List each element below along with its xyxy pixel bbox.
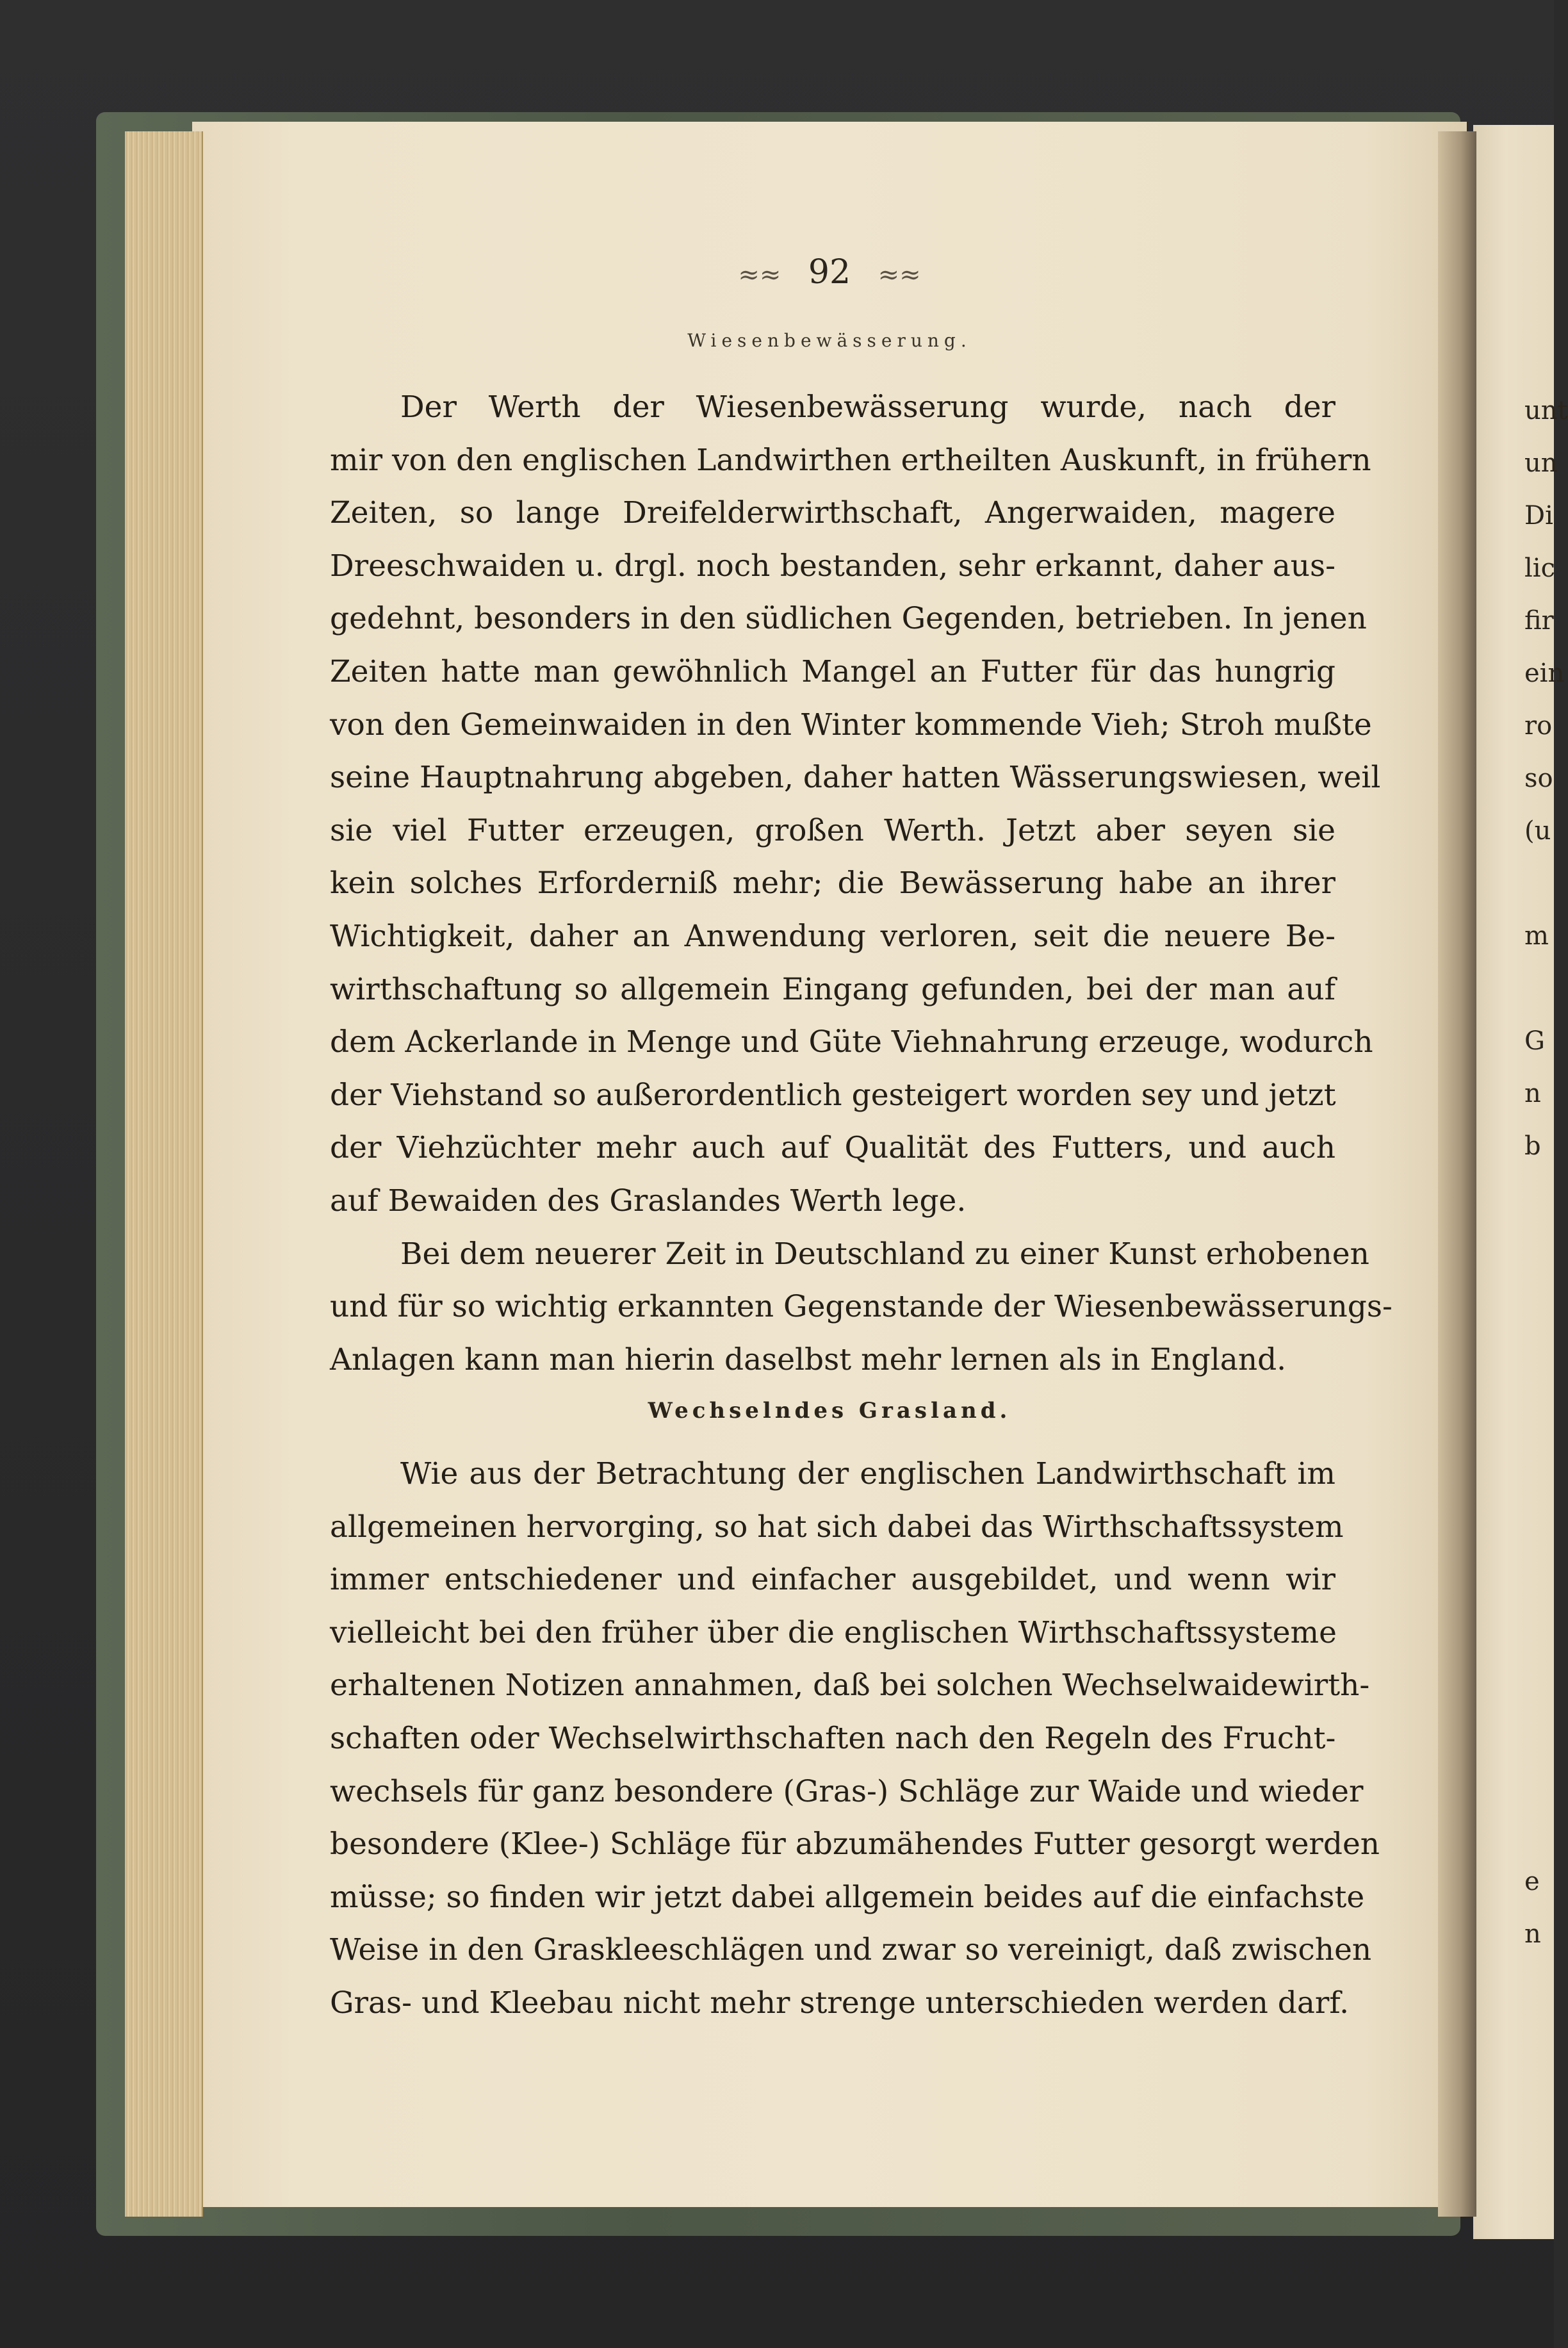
paragraph3-line: allgemeinen hervorging, so hat sich dabei das Wirthschaftssystem	[330, 1509, 1344, 1545]
paragraph3-line: schaften oder Wechselwirthschaften nach den Regeln des Frucht-	[330, 1720, 1336, 1756]
section-title: Wechselndes Grasland.	[648, 1398, 1011, 1424]
paragraph2-line: und für so wichtig erkannten Gegenstande der Wiesenbewässerungs-	[330, 1289, 1392, 1325]
paragraph3-line: Gras- und Kleebau nicht mehr strenge unterschieden werden darf.	[330, 1985, 1350, 2021]
paragraph3-line: besondere (Klee-) Schläge für abzumähendes Futter gesorgt werden	[330, 1827, 1380, 1862]
facing-page-fragment	[1524, 962, 1554, 1015]
paragraph1-line: Zeiten hatte man gewöhnlich Mangel an Futter für das hungrig	[330, 653, 1335, 689]
paragraph3-line: vielleicht bei den früher über die englischen Wirthschaftssysteme	[330, 1614, 1337, 1650]
paragraph1-line: gedehnt, besonders in den südlichen Gegenden, betrieben. In jenen	[330, 601, 1367, 637]
paragraph1-line: seine Hauptnahrung abgeben, daher hatten Wässerungswiesen, weil	[330, 760, 1381, 796]
facing-page-fragment: fir	[1524, 606, 1554, 636]
paragraph1-line: von den Gemeinwaiden in den Winter kommende Vieh; Stroh mußte	[330, 707, 1372, 743]
paragraph3-line: erhaltenen Notizen annahmen, daß bei solchen Wechselwaidewirth-	[330, 1668, 1370, 1704]
running-title: Wiesenbewässerung.	[687, 330, 972, 351]
paragraph1-line: der Viehstand so außerordentlich gesteigert worden sey und jetzt	[330, 1077, 1336, 1113]
paragraph3-line: immer entschiedener und einfacher ausgebildet, und wenn wir	[330, 1562, 1335, 1598]
paragraph1-line: Zeiten, so lange Dreifelderwirthschaft, Angerwaiden, magere	[330, 495, 1335, 531]
paragraph3-line: wechsels für ganz besondere (Gras-) Schläge zur Waide und wieder	[330, 1773, 1364, 1809]
facing-page-fragment	[1524, 1172, 1554, 1225]
facing-page-fragment	[1524, 1435, 1554, 1488]
paragraph2-line: Anlagen kann man hierin daselbst mehr lernen als in England.	[330, 1342, 1287, 1377]
facing-page-fragment: un	[1524, 448, 1558, 478]
paragraph1-line: auf Bewaiden des Graslandes Werth lege.	[330, 1183, 967, 1219]
page-number: 92	[808, 253, 851, 291]
facing-page-fragment	[1524, 1750, 1554, 1803]
facing-page-fragment: lic	[1524, 554, 1555, 583]
facing-page-fragment	[1524, 1225, 1554, 1277]
paragraph3-line: Wie aus der Betrachtung der englischen Landwirthschaft im	[400, 1456, 1335, 1491]
facing-page-fragment: unt	[1524, 396, 1568, 425]
facing-page-fragment: ein	[1524, 659, 1565, 688]
facing-page-fragment	[1524, 1593, 1554, 1645]
facing-page-text	[1524, 384, 1568, 1960]
facing-page-fragment: e	[1524, 1867, 1540, 1896]
page-header	[192, 253, 1467, 291]
facing-page-fragment: b	[1524, 1131, 1541, 1161]
facing-page-fragment	[1524, 1698, 1554, 1750]
facing-page-fragment	[1524, 1488, 1554, 1540]
paragraph3-line: müsse; so finden wir jetzt dabei allgemein beides auf die einfachste	[330, 1879, 1365, 1915]
paragraph1-line: dem Ackerlande in Menge und Güte Viehnahrung erzeuge, wodurch	[330, 1024, 1373, 1060]
book-gutter	[1438, 131, 1476, 2217]
facing-page-fragment	[1524, 1383, 1554, 1435]
paragraph1-line: Der Werth der Wiesenbewässerung wurde, nach der	[400, 390, 1335, 425]
facing-page-fragment	[1524, 1803, 1554, 1855]
facing-page-fragment: Di	[1524, 501, 1553, 530]
paragraph1-line: der Viehzüchter mehr auch auf Qualität des Futters, und auch	[330, 1130, 1335, 1166]
facing-page-fragment: ro	[1524, 711, 1553, 741]
facing-page-fragment: G	[1524, 1026, 1545, 1056]
facing-page-fragment: so	[1524, 764, 1553, 793]
facing-page-fragment: n	[1524, 1919, 1541, 1949]
paragraph3-line: Weise in den Graskleeschlägen und zwar so vereinigt, daß zwischen	[330, 1932, 1372, 1968]
paragraph1-line: sie viel Futter erzeugen, großen Werth. Jetzt aber seyen sie	[330, 812, 1335, 848]
right-ornament-icon: ≈≈	[878, 259, 921, 290]
facing-page-fragment: m	[1524, 921, 1549, 951]
left-ornament-icon: ≈≈	[738, 259, 781, 290]
facing-page-fragment	[1524, 1330, 1554, 1383]
text-block-2	[330, 1448, 1380, 2030]
paragraph1-line: kein solches Erforderniß mehr; die Bewässerung habe an ihrer	[330, 866, 1335, 901]
facing-page-fragment: n	[1524, 1079, 1541, 1108]
facing-page-fragment	[1524, 1540, 1554, 1593]
page-edges	[125, 131, 203, 2217]
paragraph1-line: Dreeschwaiden u. drgl. noch bestanden, sehr erkannt, daher aus-	[330, 548, 1335, 584]
paragraph1-line: wirthschaftung so allgemein Eingang gefunden, bei der man auf	[330, 971, 1335, 1007]
paragraph1-line: mir von den englischen Landwirthen ertheilten Auskunft, in frühern	[330, 442, 1371, 478]
facing-page-fragment: (u	[1524, 816, 1551, 846]
facing-page-fragment	[1524, 857, 1554, 910]
facing-page-fragment	[1524, 1277, 1554, 1330]
facing-page-fragment	[1524, 1645, 1554, 1698]
paragraph2-line: Bei dem neuerer Zeit in Deutschland zu einer Kunst erhobenen	[400, 1236, 1369, 1272]
text-block-1	[330, 381, 1392, 1386]
paragraph1-line: Wichtigkeit, daher an Anwendung verloren, seit die neuere Be-	[330, 918, 1335, 954]
